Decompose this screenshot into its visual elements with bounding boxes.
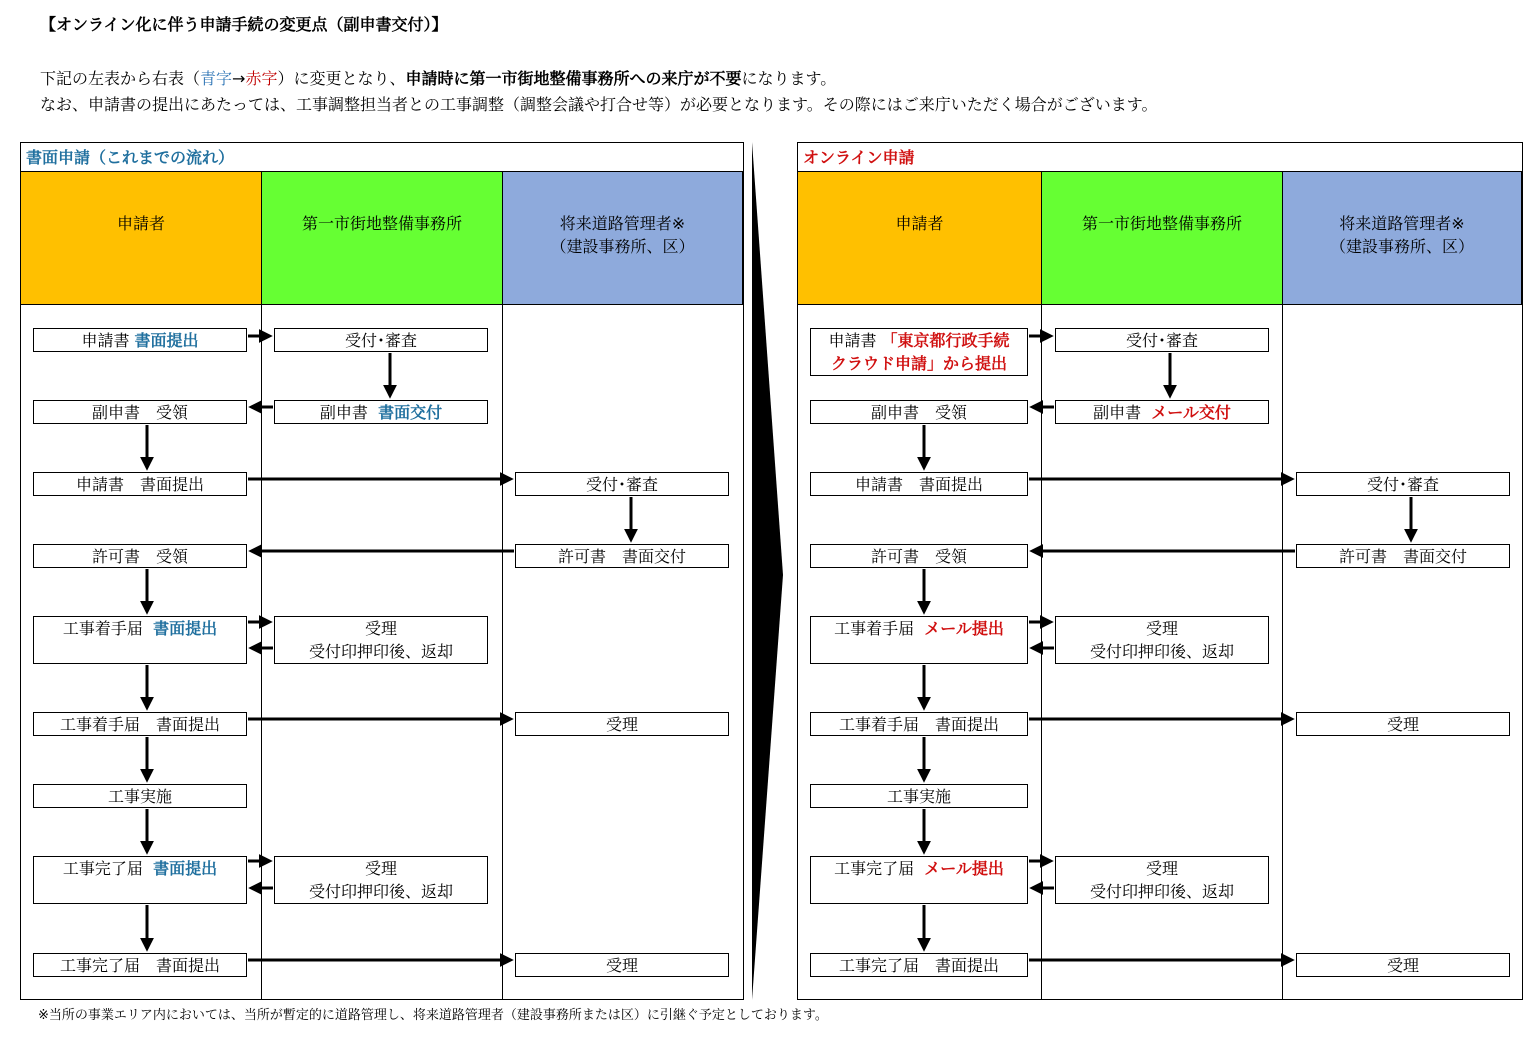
transition-chevron — [752, 142, 783, 1000]
step-text: 受理 — [364, 619, 397, 638]
step-text: 工事着手届 書面提出 — [838, 715, 999, 734]
column-label: 将来道路管理者※ — [559, 214, 686, 233]
step-text: 受理 — [605, 956, 638, 975]
step-highlight: メール提出 — [924, 859, 1004, 878]
step-highlight: 書面交付 — [378, 403, 443, 422]
step-text: 工事実施 — [107, 787, 172, 806]
step-text: 工事完了届 — [834, 859, 915, 878]
step-text: 受付･審査 — [1125, 331, 1198, 350]
step-text: 申請書 — [828, 331, 877, 350]
step-text: 受理 — [1386, 715, 1419, 734]
column-label: 申請者 — [116, 214, 165, 233]
right-panel-title: オンライン申請 — [798, 143, 1522, 172]
step-text: 許可書 書面交付 — [557, 547, 686, 566]
intro-text: ）に変更となり、 — [277, 69, 406, 88]
step-text: 許可書 受領 — [91, 547, 188, 566]
step-text: 受付印押印後、返却 — [308, 642, 453, 661]
step-text: 工事着手届 — [834, 619, 915, 638]
step-text: 受理 — [364, 859, 397, 878]
step-highlight: 書面提出 — [134, 331, 199, 350]
intro-line-2: なお、申請書の提出にあたっては、工事調整担当者との工事調整（調整会議や打合せ等）が必要となります。その際にはご来庁いただく場合がございます。 — [40, 95, 1158, 114]
step-text: 受付印押印後、返却 — [1089, 642, 1234, 661]
column-label: （建設事務所、区） — [550, 237, 695, 256]
intro-blue-text: 青字 — [200, 69, 233, 88]
step-highlight: メール提出 — [924, 619, 1004, 638]
step-text: 副申書 — [319, 403, 368, 422]
step-text: 工事着手届 書面提出 — [59, 715, 220, 734]
step-highlight: 「東京都行政手続 — [881, 331, 1010, 350]
step-highlight: 書面提出 — [153, 619, 218, 638]
step-text: 受理 — [1145, 859, 1178, 878]
step-text: 工事完了届 書面提出 — [59, 956, 220, 975]
column-label: （建設事務所、区） — [1329, 237, 1474, 256]
step-highlight: メール交付 — [1151, 403, 1231, 422]
footnote: ※当所の事業エリア内においては、当所が暫定的に道路管理し、将来道路管理者（建設事務所または区）に引継ぐ予定としております。 — [38, 1008, 828, 1023]
step-highlight: 書面提出 — [153, 859, 218, 878]
step-text: 受付印押印後、返却 — [308, 882, 453, 901]
intro-red-text: 赤字 — [245, 69, 278, 88]
intro-text: になります。 — [741, 69, 837, 88]
page-title: 【オンライン化に伴う申請手続の変更点（副申書交付）】 — [40, 15, 448, 34]
step-text: 工事完了届 — [62, 859, 143, 878]
step-text: 受付･審査 — [585, 475, 658, 494]
intro-text: 下記の左表から右表（ — [40, 69, 201, 88]
step-text: 副申書 受領 — [870, 403, 967, 422]
step-text: 副申書 — [1093, 403, 1142, 422]
step-text: 受付･審査 — [344, 331, 417, 350]
step-highlight: クラウド申請」から提出 — [830, 354, 1007, 373]
column-label: 第一市街地整備事務所 — [1081, 214, 1242, 233]
intro-arrow: → — [232, 69, 246, 88]
step-text: 副申書 受領 — [91, 403, 188, 422]
step-text: 受付印押印後、返却 — [1089, 882, 1234, 901]
step-text: 工事完了届 書面提出 — [838, 956, 999, 975]
intro-bold-text: 申請時に第一市街地整備事務所への来庁が不要 — [405, 69, 742, 88]
column-label: 申請者 — [895, 214, 944, 233]
step-text: 受理 — [605, 715, 638, 734]
step-text: 工事実施 — [886, 787, 951, 806]
step-text: 受理 — [1145, 619, 1178, 638]
step-text: 受理 — [1386, 956, 1419, 975]
step-text: 工事着手届 — [62, 619, 143, 638]
step-text: 許可書 受領 — [870, 547, 967, 566]
step-text: 許可書 書面交付 — [1338, 547, 1467, 566]
column-label: 将来道路管理者※ — [1339, 214, 1465, 233]
step-text: 受付･審査 — [1366, 475, 1439, 494]
step-text: 申請書 書面提出 — [854, 475, 983, 494]
step-text: 申請書 — [81, 331, 130, 350]
left-panel-title: 書面申請（これまでの流れ） — [21, 143, 743, 172]
step-text: 申請書 書面提出 — [75, 475, 204, 494]
column-label: 第一市街地整備事務所 — [301, 214, 462, 233]
